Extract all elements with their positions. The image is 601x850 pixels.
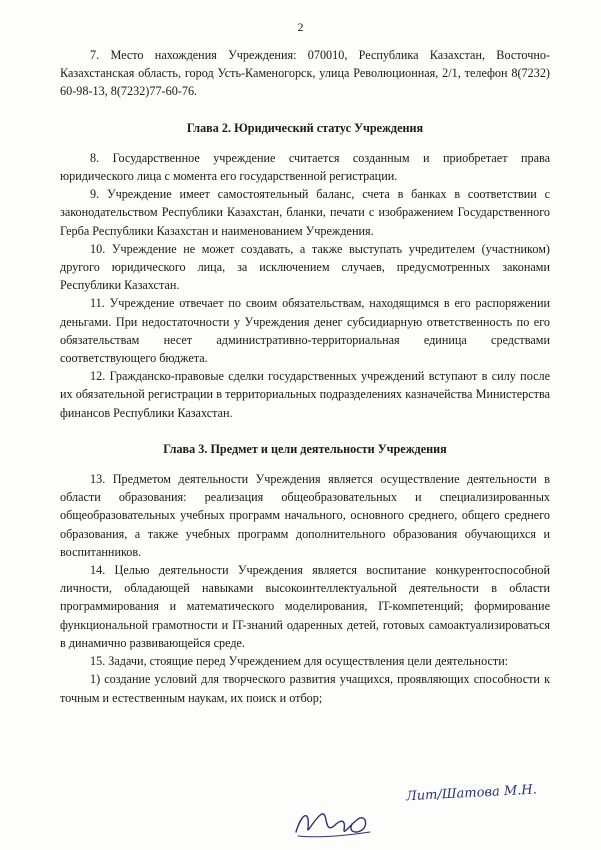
handwritten-signature bbox=[288, 806, 378, 840]
paragraph-8: 8. Государственное учреждение считается созданным и приобретает права юридического лица с момента его государственной регистрации. bbox=[60, 150, 550, 184]
paragraph-12: 12. Гражданско-правовые сделки государственных учреждений вступают в силу после их обязательной регистрации в территориальных подразделениях казначейства Министерства финансов Республики Казахстан. bbox=[60, 369, 550, 420]
chapter-2-title: Глава 2. Юридический статус Учреждения bbox=[186, 120, 424, 135]
paragraph-15-item-1: 1) создание условий для творческого развития учащихся, проявляющих способности к точным и естественным наукам, их поиск и отбор; bbox=[60, 672, 550, 705]
page-number: 2 bbox=[297, 20, 304, 34]
paragraph-7: 7. Место нахождения Учреждения: 070010, Республика Казахстан, Восточно-Казахстанская область, город Усть-Каменогорск, улица Революционная, 2/1, телефон 8(7232) 60-98-13, 8(7232)77-60-76. bbox=[60, 48, 550, 99]
paragraph-13: 13. Предметом деятельности Учреждения является осуществление деятельности в области образования: реализация общеобразовательных и специализированных общеобразовательных учебных программ начального, основного среднего, общего среднего образования, а также учебных программ дополнительного образования обучающихся и воспитанников. bbox=[60, 472, 550, 559]
paragraph-10: 10. Учреждение не может создавать, а также выступать учредителем (участником) другого юридического лица, за исключением случаев, предусмотренных законами Республики Казахстан. bbox=[60, 241, 550, 293]
paragraph-11: 11. Учреждение отвечает по своим обязательствам, находящимся в его распоряжении деньгами. При недостаточности у Учреждения денег субсидиарную ответственность по его обязательствам несет административно-территориальная единица средствами соответствующего бюджета. bbox=[60, 296, 550, 366]
signature-note: Лит/Шатова М.Н. bbox=[405, 782, 538, 805]
document-body bbox=[60, 46, 550, 707]
chapter-3-title: Глава 3. Предмет и цели деятельности Учреждения bbox=[163, 441, 447, 456]
paragraph-14: 14. Целью деятельности Учреждения является воспитание конкурентоспособной личности, обладающей навыками высокоинтеллектуальной деятельности в области программирования и математического моделирования, IT-компетенций; формирование функциональной грамотности и IT-знаний одаренных детей, готовых самоактуализироваться в динамично развивающейся среде. bbox=[60, 563, 550, 650]
paragraph-9: 9. Учреждение имеет самостоятельный баланс, счета в банках в соответствии с законодательством Республики Казахстан, бланки, печати с изображением Государственного Герба Республики Казахстан и наименованием Учреждения. bbox=[60, 187, 550, 238]
paragraph-15: 15. Задачи, стоящие перед Учреждением для осуществления цели деятельности: bbox=[90, 654, 509, 669]
